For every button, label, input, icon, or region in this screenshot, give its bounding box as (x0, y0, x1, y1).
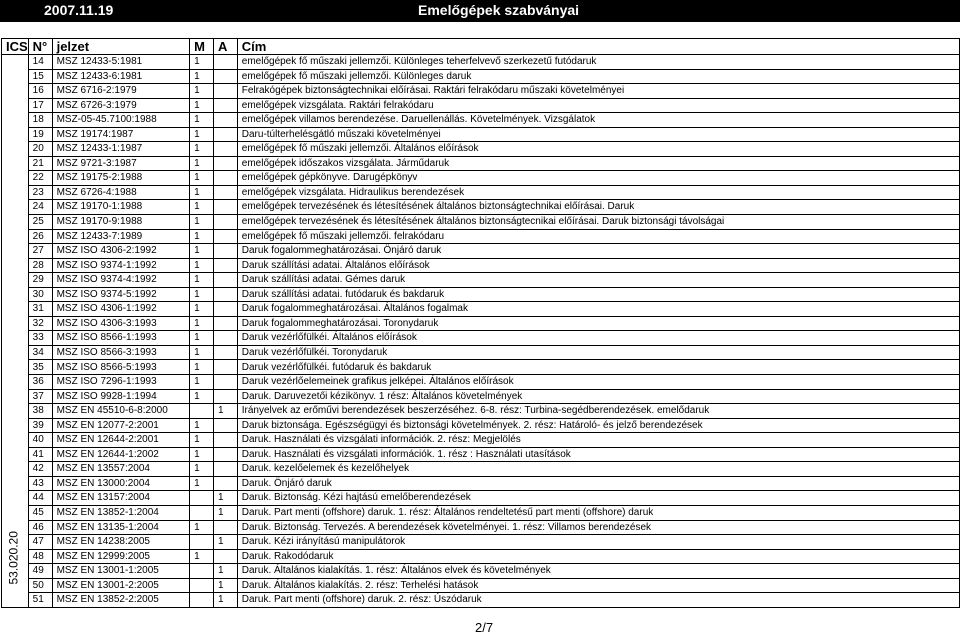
cell-no: 45 (28, 505, 52, 520)
cell-jelzet: MSZ 19175-2:1988 (52, 171, 190, 186)
cell-cim: Daruk. Általános kialakítás. 1. rész: Általános elvek és követelmények (237, 564, 959, 579)
cell-jelzet: MSZ EN 45510-6-8:2000 (52, 404, 190, 419)
cell-no: 16 (28, 84, 52, 99)
cell-m: 1 (190, 447, 214, 462)
cell-a (213, 360, 237, 375)
cell-no: 43 (28, 476, 52, 491)
header-date: 2007.11.19 (44, 2, 114, 18)
cell-m: 1 (190, 55, 214, 70)
cell-no: 32 (28, 316, 52, 331)
cell-no: 27 (28, 244, 52, 259)
cell-no: 36 (28, 375, 52, 390)
cell-a: 1 (213, 491, 237, 506)
cell-jelzet: MSZ 6726-4:1988 (52, 185, 190, 200)
cell-cim: Daruk vezérlőelemeinek grafikus jelképei. Általános előírások (237, 375, 959, 390)
table-body (2, 55, 960, 608)
cell-jelzet: MSZ EN 13557:2004 (52, 462, 190, 477)
cell-no: 50 (28, 578, 52, 593)
cell-cim: Daruk szállítási adatai. Gémes daruk (237, 273, 959, 288)
table-header-row (2, 39, 960, 55)
cell-jelzet: MSZ EN 13000:2004 (52, 476, 190, 491)
cell-no: 41 (28, 447, 52, 462)
cell-a (213, 84, 237, 99)
cell-a (213, 433, 237, 448)
table-row (2, 505, 960, 520)
cell-cim: Daruk. Daruvezetői kézikönyv. 1 rész: Általános követelmények (237, 389, 959, 404)
cell-jelzet: MSZ EN 13852-1:2004 (52, 505, 190, 520)
cell-no: 38 (28, 404, 52, 419)
cell-jelzet: MSZ ISO 7296-1:1993 (52, 375, 190, 390)
cell-a (213, 113, 237, 128)
cell-m: 1 (190, 171, 214, 186)
cell-a (213, 127, 237, 142)
table-row (2, 200, 960, 215)
cell-a (213, 69, 237, 84)
cell-jelzet: MSZ ISO 8566-3:1993 (52, 345, 190, 360)
cell-jelzet: MSZ 12433-5:1981 (52, 55, 190, 70)
cell-jelzet: MSZ ISO 4306-3:1993 (52, 316, 190, 331)
cell-m: 1 (190, 375, 214, 390)
cell-cim: Daru-túlterhelésgátló műszaki követelményei (237, 127, 959, 142)
cell-a (213, 287, 237, 302)
cell-no: 42 (28, 462, 52, 477)
cell-m: 1 (190, 229, 214, 244)
cell-cim: Daruk. Part menti (offshore) daruk. 1. rész: Általános rendeltetésű part menti (offshore) daruk (237, 505, 959, 520)
cell-cim: Daruk. Önjáró daruk (237, 476, 959, 491)
table-row (2, 127, 960, 142)
cell-no: 31 (28, 302, 52, 317)
cell-m: 1 (190, 345, 214, 360)
cell-m (190, 491, 214, 506)
cell-no: 25 (28, 215, 52, 230)
cell-no: 30 (28, 287, 52, 302)
table-row (2, 375, 960, 390)
table-row (2, 98, 960, 113)
cell-cim: emelőgépek gépkönyve. Darugépkönyv (237, 171, 959, 186)
cell-cim: emelőgépek villamos berendezése. Daruellenállás. Követelmények. Vizsgálatok (237, 113, 959, 128)
table-row (2, 229, 960, 244)
cell-m: 1 (190, 69, 214, 84)
cell-jelzet: MSZ ISO 9374-5:1992 (52, 287, 190, 302)
col-header-jelzet: jelzet (52, 39, 190, 55)
cell-no: 39 (28, 418, 52, 433)
cell-a (213, 549, 237, 564)
cell-jelzet: MSZ EN 13157:2004 (52, 491, 190, 506)
cell-jelzet: MSZ 19170-9:1988 (52, 215, 190, 230)
cell-no: 44 (28, 491, 52, 506)
standards-table (1, 38, 960, 608)
cell-jelzet: MSZ-05-45.7100:1988 (52, 113, 190, 128)
table-row (2, 404, 960, 419)
cell-a (213, 55, 237, 70)
table-row (2, 185, 960, 200)
table-row (2, 113, 960, 128)
cell-cim: Daruk fogalommeghatározásai. Toronydaruk (237, 316, 959, 331)
cell-m (190, 404, 214, 419)
cell-cim: Daruk szállítási adatai. Általános előírások (237, 258, 959, 273)
table-row (2, 244, 960, 259)
cell-jelzet: MSZ EN 12077-2:2001 (52, 418, 190, 433)
table-row (2, 69, 960, 84)
cell-a (213, 142, 237, 157)
cell-no: 23 (28, 185, 52, 200)
cell-jelzet: MSZ EN 12999:2005 (52, 549, 190, 564)
cell-a (213, 98, 237, 113)
cell-m: 1 (190, 316, 214, 331)
cell-cim: Daruk. Part menti (offshore) daruk. 2. rész: Úszódaruk (237, 593, 959, 608)
cell-no: 14 (28, 55, 52, 70)
cell-m: 1 (190, 127, 214, 142)
cell-jelzet: MSZ 6726-3:1979 (52, 98, 190, 113)
table-row (2, 142, 960, 157)
cell-a (213, 244, 237, 259)
cell-m: 1 (190, 215, 214, 230)
cell-no: 17 (28, 98, 52, 113)
cell-cim: Daruk vezérlőfülkéi. Toronydaruk (237, 345, 959, 360)
cell-cim: Daruk. Használati és vizsgálati információk. 1. rész : Használati utasítások (237, 447, 959, 462)
cell-cim: Daruk. Kézi irányítású manipulátorok (237, 535, 959, 550)
cell-no: 49 (28, 564, 52, 579)
cell-m (190, 505, 214, 520)
cell-jelzet: MSZ ISO 9928-1:1994 (52, 389, 190, 404)
table-row (2, 55, 960, 70)
cell-m: 1 (190, 142, 214, 157)
col-header-m: M (190, 39, 214, 55)
col-header-no: N° (28, 39, 52, 55)
cell-a (213, 229, 237, 244)
cell-cim: Daruk. Használati és vizsgálati információk. 2. rész: Megjelölés (237, 433, 959, 448)
table-row (2, 433, 960, 448)
cell-m: 1 (190, 462, 214, 477)
cell-m: 1 (190, 258, 214, 273)
cell-no: 18 (28, 113, 52, 128)
top-bar (0, 0, 960, 22)
cell-jelzet: MSZ ISO 4306-2:1992 (52, 244, 190, 259)
cell-no: 35 (28, 360, 52, 375)
cell-a (213, 185, 237, 200)
cell-a: 1 (213, 578, 237, 593)
cell-cim: emelőgépek vizsgálata. Raktári felrakódaru (237, 98, 959, 113)
cell-jelzet: MSZ EN 12644-1:2002 (52, 447, 190, 462)
cell-jelzet: MSZ 12433-7:1989 (52, 229, 190, 244)
cell-no: 24 (28, 200, 52, 215)
table-row (2, 345, 960, 360)
header-title: Emelőgépek szabványai (418, 2, 580, 18)
table-row (2, 593, 960, 608)
cell-cim: Daruk. Biztonság. Tervezés. A berendezések követelményei. 1. rész: Villamos berendezések (237, 520, 959, 535)
cell-m: 1 (190, 84, 214, 99)
cell-jelzet: MSZ 6716-2:1979 (52, 84, 190, 99)
table-row (2, 215, 960, 230)
cell-m: 1 (190, 302, 214, 317)
table-row (2, 360, 960, 375)
cell-m: 1 (190, 520, 214, 535)
cell-a (213, 200, 237, 215)
cell-no: 40 (28, 433, 52, 448)
table-row (2, 549, 960, 564)
cell-cim: emelőgépek tervezésének és létesítésének általános biztonságtecnikai előírásai. Daruk biztonsági távolságai (237, 215, 959, 230)
cell-jelzet: MSZ ISO 9374-1:1992 (52, 258, 190, 273)
cell-no: 20 (28, 142, 52, 157)
col-header-cim: Cím (237, 39, 959, 55)
cell-m: 1 (190, 476, 214, 491)
cell-no: 28 (28, 258, 52, 273)
cell-m: 1 (190, 185, 214, 200)
table-row (2, 520, 960, 535)
cell-no: 46 (28, 520, 52, 535)
table-row (2, 418, 960, 433)
table-row (2, 287, 960, 302)
cell-no: 48 (28, 549, 52, 564)
cell-a (213, 375, 237, 390)
cell-cim: Felrakógépek biztonságtechnikai előírásai. Raktári felrakódaru műszaki követelményei (237, 84, 959, 99)
cell-jelzet: MSZ 19170-1:1988 (52, 200, 190, 215)
table-row (2, 462, 960, 477)
cell-cim: Daruk vezérlőfülkéi. Általános előírások (237, 331, 959, 346)
cell-no: 34 (28, 345, 52, 360)
cell-cim: Daruk fogalommeghatározásai. Általános fogalmak (237, 302, 959, 317)
cell-jelzet: MSZ 19174:1987 (52, 127, 190, 142)
cell-cim: emelőgépek fő műszaki jellemzői. felrakódaru (237, 229, 959, 244)
cell-a: 1 (213, 593, 237, 608)
table-row (2, 273, 960, 288)
cell-a (213, 316, 237, 331)
cell-cim: emelőgépek fő műszaki jellemzői. Általános előírások (237, 142, 959, 157)
cell-no: 51 (28, 593, 52, 608)
cell-a (213, 258, 237, 273)
table-row (2, 258, 960, 273)
cell-m (190, 535, 214, 550)
cell-no: 33 (28, 331, 52, 346)
cell-jelzet: MSZ EN 13001-1:2005 (52, 564, 190, 579)
cell-m: 1 (190, 200, 214, 215)
table-row (2, 156, 960, 171)
cell-a (213, 215, 237, 230)
cell-no: 47 (28, 535, 52, 550)
cell-cim: Daruk biztonsága. Egészségügyi és biztonsági követelmények. 2. rész: Határoló- és jelző berendezések (237, 418, 959, 433)
cell-m: 1 (190, 156, 214, 171)
table-row (2, 564, 960, 579)
cell-m: 1 (190, 287, 214, 302)
table-row (2, 578, 960, 593)
cell-a (213, 447, 237, 462)
cell-cim: emelőgépek fő műszaki jellemzői. Különleges teherfelvevő szerkezetű futódaruk (237, 55, 959, 70)
table-row (2, 171, 960, 186)
cell-a (213, 520, 237, 535)
cell-m: 1 (190, 389, 214, 404)
cell-a (213, 302, 237, 317)
cell-cim: Daruk. kezelőelemek és kezelőhelyek (237, 462, 959, 477)
table-row (2, 84, 960, 99)
cell-cim: Daruk fogalommeghatározásai. Önjáró daruk (237, 244, 959, 259)
cell-jelzet: MSZ EN 13135-1:2004 (52, 520, 190, 535)
cell-a (213, 171, 237, 186)
cell-a: 1 (213, 564, 237, 579)
table-row (2, 491, 960, 506)
cell-jelzet: MSZ ISO 9374-4:1992 (52, 273, 190, 288)
cell-a (213, 156, 237, 171)
cell-no: 26 (28, 229, 52, 244)
cell-m (190, 578, 214, 593)
col-header-a: A (213, 39, 237, 55)
cell-jelzet: MSZ 12433-6:1981 (52, 69, 190, 84)
cell-cim: Daruk szállítási adatai. futódaruk és bakdaruk (237, 287, 959, 302)
table-row (2, 389, 960, 404)
cell-a (213, 345, 237, 360)
cell-m: 1 (190, 418, 214, 433)
cell-m (190, 564, 214, 579)
cell-a (213, 462, 237, 477)
cell-jelzet: MSZ EN 13001-2:2005 (52, 578, 190, 593)
cell-a (213, 331, 237, 346)
cell-m: 1 (190, 433, 214, 448)
cell-no: 37 (28, 389, 52, 404)
col-header-ics: ICS (2, 39, 29, 55)
cell-m (190, 593, 214, 608)
cell-a: 1 (213, 505, 237, 520)
table-row (2, 535, 960, 550)
cell-cim: emelőgépek időszakos vizsgálata. Járműdaruk (237, 156, 959, 171)
cell-jelzet: MSZ ISO 8566-5:1993 (52, 360, 190, 375)
cell-cim: Daruk vezérlőfülkéi. futódaruk és bakdaruk (237, 360, 959, 375)
cell-a: 1 (213, 535, 237, 550)
cell-m: 1 (190, 549, 214, 564)
cell-jelzet: MSZ ISO 8566-1:1993 (52, 331, 190, 346)
cell-a (213, 389, 237, 404)
cell-jelzet: MSZ EN 13852-2:2005 (52, 593, 190, 608)
ics-cell (2, 55, 29, 608)
cell-a (213, 476, 237, 491)
cell-m: 1 (190, 331, 214, 346)
cell-m: 1 (190, 273, 214, 288)
cell-no: 29 (28, 273, 52, 288)
cell-cim: Daruk. Biztonság. Kézi hajtású emelőberendezések (237, 491, 959, 506)
cell-a: 1 (213, 404, 237, 419)
cell-no: 15 (28, 69, 52, 84)
cell-no: 21 (28, 156, 52, 171)
cell-m: 1 (190, 113, 214, 128)
cell-cim: emelőgépek fő műszaki jellemzői. Különleges daruk (237, 69, 959, 84)
cell-jelzet: MSZ 12433-1:1987 (52, 142, 190, 157)
cell-no: 22 (28, 171, 52, 186)
page-number: 2/7 (475, 620, 494, 635)
cell-m: 1 (190, 98, 214, 113)
cell-jelzet: MSZ ISO 4306-1:1992 (52, 302, 190, 317)
cell-jelzet: MSZ 9721-3:1987 (52, 156, 190, 171)
table-row (2, 331, 960, 346)
cell-cim: emelőgépek tervezésének és létesítésének általános biztonságtechnikai előírásai. Daruk (237, 200, 959, 215)
cell-cim: Daruk. Rakodódaruk (237, 549, 959, 564)
cell-a (213, 418, 237, 433)
table-row (2, 302, 960, 317)
table-row (2, 316, 960, 331)
cell-a (213, 273, 237, 288)
cell-m: 1 (190, 244, 214, 259)
cell-m: 1 (190, 360, 214, 375)
ics-code: 53.020.20 (6, 531, 21, 585)
cell-cim: Daruk. Általános kialakítás. 2. rész: Terhelési hatások (237, 578, 959, 593)
cell-jelzet: MSZ EN 12644-2:2001 (52, 433, 190, 448)
cell-cim: Irányelvek az erőművi berendezések beszerzéséhez. 6-8. rész: Turbina-segédberendezések. emelődaruk (237, 404, 959, 419)
cell-cim: emelőgépek vizsgálata. Hidraulikus berendezések (237, 185, 959, 200)
table-row (2, 476, 960, 491)
cell-no: 19 (28, 127, 52, 142)
cell-jelzet: MSZ EN 14238:2005 (52, 535, 190, 550)
table-row (2, 447, 960, 462)
